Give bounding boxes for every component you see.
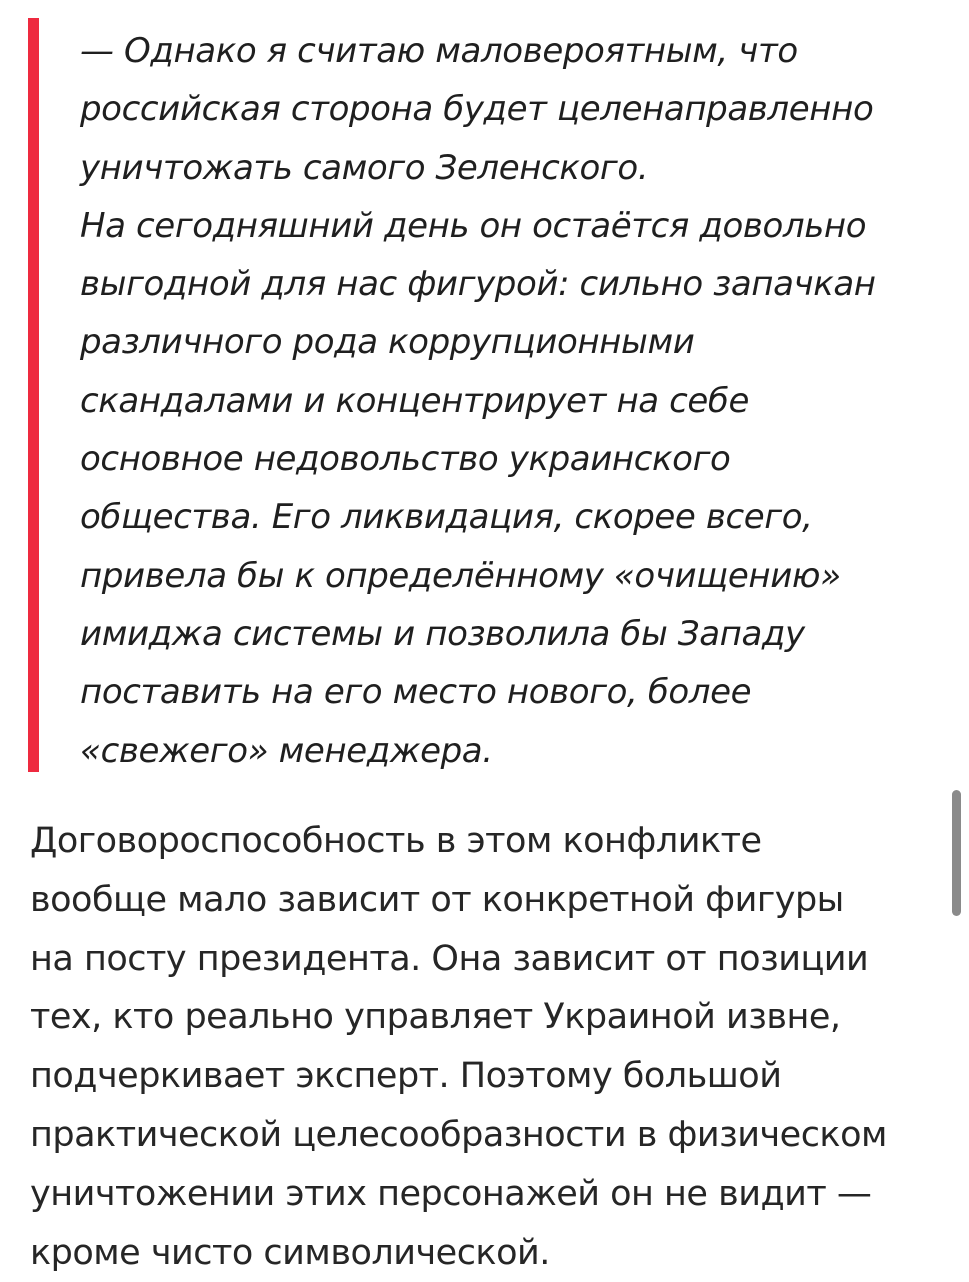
quote-line: основное недовольство украинского [80, 439, 731, 480]
quote-line: скандалами и концентрирует на себе [80, 380, 750, 421]
paragraph-line: уничтожении этих персонажей он не видит — [30, 1173, 872, 1214]
quote-line: российская сторона будет целенаправленно [80, 89, 874, 130]
quote-line: На сегодняшний день он остаётся довольно [80, 205, 867, 246]
paragraph-line: на посту президента. Она зависит от позиции [30, 938, 869, 979]
quote-line: поставить на его место нового, более [80, 672, 752, 713]
quote-line: выгодной для нас фигурой: сильно запачкан [80, 264, 876, 305]
quote-bar [28, 18, 39, 772]
quote-line: уничтожать самого Зеленского. [80, 147, 649, 188]
quote-line: — Однако я считаю маловероятным, что [80, 31, 798, 71]
paragraph-line: вообще мало зависит от конкретной фигуры [30, 879, 844, 920]
quote-line: «свежего» менеджера. [80, 730, 493, 771]
paragraph-line: тех, кто реально управляет Украиной извне, [30, 997, 841, 1038]
quote-block [80, 22, 950, 780]
paragraph-line: подчеркивает эксперт. Поэтому большой [30, 1056, 782, 1097]
quote-line: имиджа системы и позволила бы Западу [80, 613, 805, 654]
quote-line: привела бы к определённому «очищению» [80, 555, 841, 596]
quote-line: различного рода коррупционными [80, 322, 695, 363]
scrollbar-thumb[interactable] [952, 790, 961, 916]
article-paragraph [30, 812, 950, 1282]
paragraph-line: практической целесообразности в физическом [30, 1114, 887, 1155]
quote-line: общества. Его ликвидация, скорее всего, [80, 497, 813, 538]
paragraph-line: Договороспособность в этом конфликте [30, 821, 762, 861]
paragraph-line: кроме чисто символической. [30, 1232, 550, 1273]
